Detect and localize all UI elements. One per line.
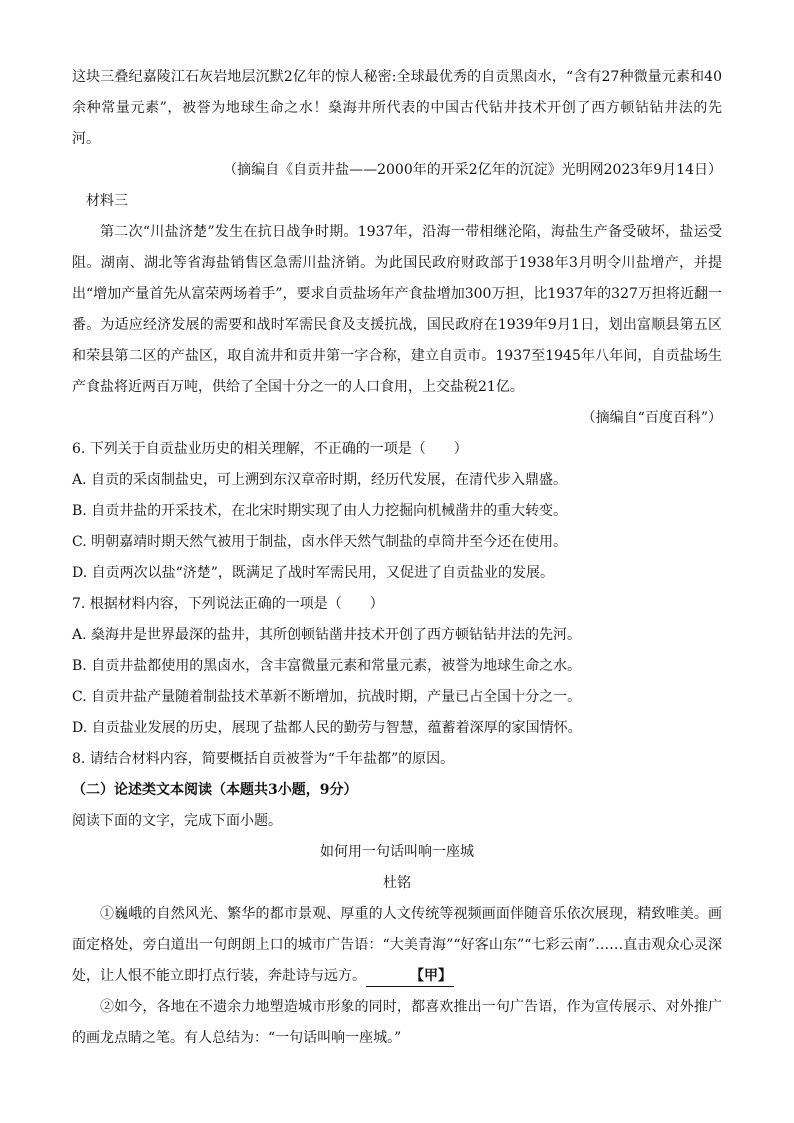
question-7-option-a: A. 燊海井是世界最深的盐井，其所创顿钻凿井技术开创了西方顿钻钻井法的先河。	[72, 627, 582, 643]
question-6-option-c: C. 明朝嘉靖时期天然气被用于制盐，卤水伴天然气制盐的卓筒井至今还在使用。	[72, 534, 568, 550]
section2-heading: （二）论述类文本阅读（本题共3小题，9分）	[72, 782, 358, 798]
material3-source: （摘编自“百度百科”）	[581, 410, 722, 426]
material3-heading: 材料三	[86, 193, 128, 209]
article-title: 如何用一句话叫响一座城	[320, 844, 474, 860]
article-author: 杜铭	[383, 875, 411, 891]
question-6-option-a: A. 自贡的采卤制盐史，可上溯到东汉章帝时期，经历代发展，在清代步入鼎盛。	[72, 472, 568, 488]
material2-tail-paragraph: 这块三叠纪嘉陵江石灰岩地层沉默2亿年的惊人秘密:全球最优秀的自贡黑卤水，“含有27种微量元素和40余种常量元素”，被誉为地球生命之水！燊海井所代表的中国古代钻井技术开创了西方顿钻钻井法的先河。	[72, 69, 722, 147]
material2-source: （摘编自《自贡井盐——2000年的开采2亿年的沉淀》光明网2023年9月14日）	[223, 162, 722, 178]
answer-blank-jia: 【甲】	[366, 966, 454, 987]
question-6-option-d: D. 自贡两次以盐“济楚”，既满足了战时军需民用，又促进了自贡盐业的发展。	[72, 565, 554, 581]
article-paragraph-1	[72, 899, 722, 992]
article-paragraph-1-text: ①巍峨的自然风光、繁华的都市景观、厚重的人文传统等视频画面伴随音乐依次展现，精致唯美。画面定格处，旁白道出一句朗朗上口的城市广告语：“大美青海”“好客山东”“七彩云南”……直击观众心灵深处，让人恨不能立即打点行装，奔赴诗与远方。	[72, 906, 722, 984]
material3-paragraph: 第二次“川盐济楚”发生在抗日战争时期。1937年，沿海一带相继沦陷，海盐生产备受破坏，盐运受阻。湖南、湖北等省海盐销售区急需川盐济销。为此国民政府财政部于1938年3月明令川盐增产，并提出“增加产量首先从富荣两场着手”，要求自贡盐场年产食盐增加300万担，比1937年的327万担将近翻一番。为适应经济发展的需要和战时军需民食及支援抗战，国民政府在1939年9月1日，划出富顺县第五区和荣县第二区的产盐区，取自流井和贡井第一字合称，建立自贡市。1937至1945年八年间，自贡盐场生产食盐将近两百万吨，供给了全国十分之一的人口食用，上交盐税21亿。	[72, 224, 722, 395]
question-7-option-b: B. 自贡井盐都使用的黑卤水，含丰富微量元素和常量元素，被誉为地球生命之水。	[72, 658, 582, 674]
question-6-stem: 6. 下列关于自贡盐业历史的相关理解，不正确的一项是（ ）	[72, 441, 468, 457]
question-7-stem: 7. 根据材料内容，下列说法正确的一项是（ ）	[72, 596, 384, 612]
question-6-option-b: B. 自贡井盐的开采技术，在北宋时期实现了由人力挖掘向机械凿井的重大转变。	[72, 503, 568, 519]
question-7-option-c: C. 自贡井盐产量随着制盐技术革新不断增加，抗战时期，产量已占全国十分之一。	[72, 689, 582, 705]
document-page	[72, 62, 722, 1054]
question-7-option-d: D. 自贡盐业发展的历史，展现了盐都人民的勤劳与智慧，蕴蓄着深厚的家国情怀。	[72, 720, 582, 736]
question-8-stem: 8. 请结合材料内容，简要概括自贡被誉为“千年盐都”的原因。	[72, 751, 455, 767]
section2-instruction: 阅读下面的文字，完成下面小题。	[72, 813, 282, 829]
article-paragraph-2: ②如今，各地在不遗余力地塑造城市形象的同时，都喜欢推出一句广告语，作为宣传展示、对外推广的画龙点睛之笔。有人总结为：“一句话叫响一座城。”	[72, 999, 722, 1046]
